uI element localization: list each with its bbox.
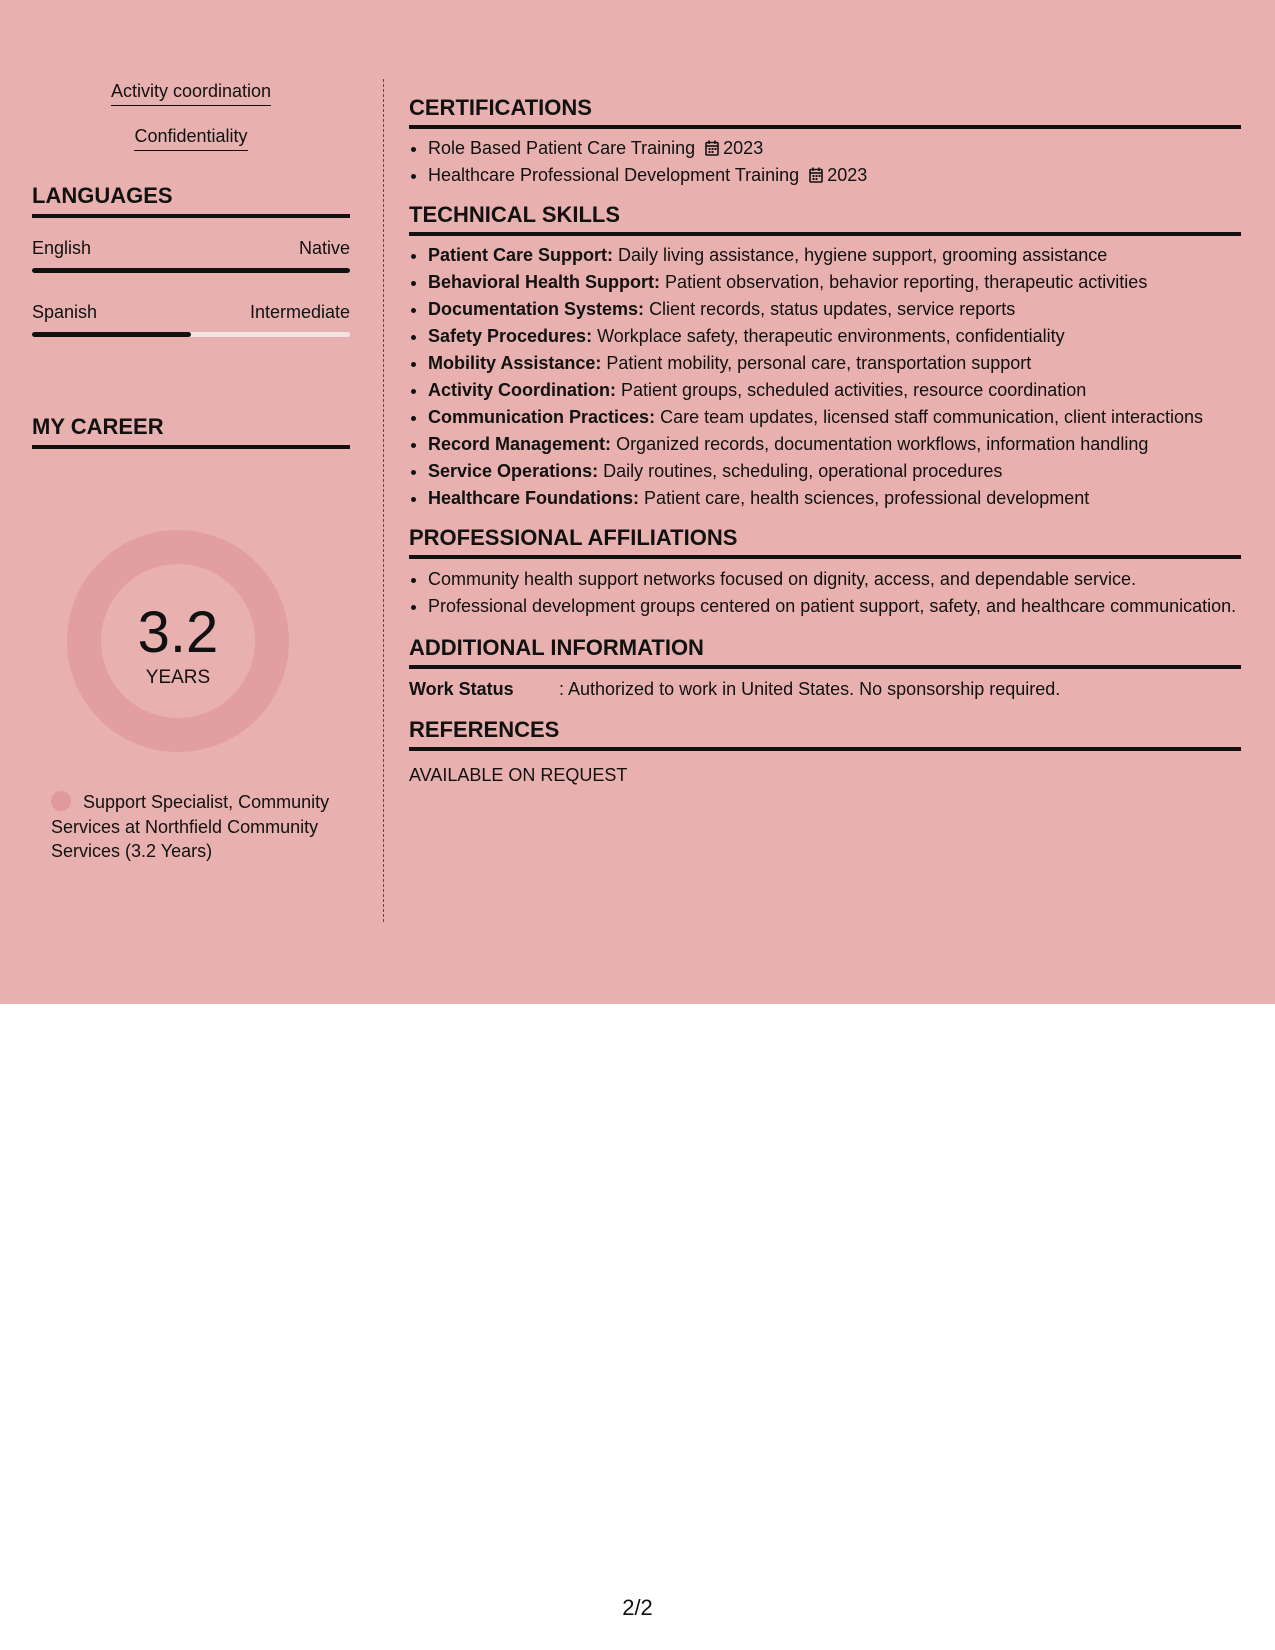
skill-label: Healthcare Foundations: [428, 488, 640, 508]
affiliation-item: • Professional development groups centered on patient support, safety, and healthcare communication. [428, 594, 1241, 618]
career-donut-chart [67, 530, 289, 752]
career-total-value: 3.2 [137, 600, 219, 665]
skill-label: Documentation Systems: [428, 299, 645, 319]
languages-heading: LANGUAGES [32, 182, 350, 218]
skill-item [428, 323, 1241, 350]
skill-item [428, 350, 1241, 377]
language-bar-fill [32, 332, 191, 337]
certifications-heading: CERTIFICATIONS [409, 94, 1241, 129]
skill-item [428, 431, 1241, 458]
career-total-unit: YEARS [145, 667, 211, 688]
right-column [409, 94, 1241, 787]
skill-label: Behavioral Health Support: [428, 272, 661, 292]
technical-skills-section [409, 201, 1241, 512]
skill-tag: Confidentiality [134, 125, 247, 151]
skill-text: Workplace safety, therapeutic environments, confidentiality [597, 326, 1065, 346]
skill-text: Patient observation, behavior reporting, therapeutic activities [665, 272, 1148, 292]
language-item [32, 237, 350, 273]
certification-year: 2023 [723, 138, 764, 158]
skill-text: Patient mobility, personal care, transportation support [606, 353, 1032, 373]
certifications-section [409, 94, 1241, 189]
language-bar [32, 268, 350, 273]
skill-label: Communication Practices: [428, 407, 656, 427]
career-heading: MY CAREER [32, 413, 350, 449]
skill-label: Mobility Assistance: [428, 353, 602, 373]
left-column [32, 80, 350, 861]
affiliation-item: • Community health support networks focused on dignity, access, and dependable service. [428, 567, 1241, 591]
language-name: Spanish [32, 302, 98, 322]
skill-label: Record Management: [428, 434, 612, 454]
career-entry-text: Support Specialist, Community Services at Northfield Community Services (3.2 Years) [51, 792, 330, 861]
language-name: English [32, 238, 92, 258]
technical-skills-heading: TECHNICAL SKILLS [409, 201, 1241, 236]
skill-text: Patient care, health sciences, professional development [644, 488, 1090, 508]
work-status-value: : Authorized to work in United States. No sponsorship required. [559, 679, 1061, 699]
language-level: Native [298, 238, 350, 258]
certification-year: 2023 [827, 165, 868, 185]
language-bar [32, 332, 350, 337]
skill-text: Care team updates, licensed staff communication, client interactions [660, 407, 1204, 427]
technical-skills-list [409, 242, 1241, 512]
skill-tags [32, 80, 350, 170]
page-number: 2/2 [622, 1595, 653, 1620]
certifications-list [409, 135, 1241, 189]
skill-item [428, 485, 1241, 512]
certification-name: Role Based Patient Care Training [428, 138, 696, 158]
affiliations-section [409, 524, 1241, 618]
certification-name: Healthcare Professional Development Training [428, 165, 800, 185]
skill-text: Patient groups, scheduled activities, resource coordination [621, 380, 1087, 400]
calendar-icon [809, 167, 823, 183]
language-bar-fill [32, 268, 350, 273]
additional-info-section [409, 634, 1241, 701]
language-level: Intermediate [249, 302, 350, 322]
skill-label: Patient Care Support: [428, 245, 614, 265]
skill-item [428, 458, 1241, 485]
work-status-row [409, 677, 1241, 701]
affiliations-list [409, 567, 1241, 618]
skill-text: Daily routines, scheduling, operational procedures [603, 461, 1003, 481]
skill-label: Safety Procedures: [428, 326, 593, 346]
references-section [409, 716, 1241, 787]
skill-text: Client records, status updates, service reports [649, 299, 1016, 319]
skill-item [428, 269, 1241, 296]
column-divider [383, 79, 384, 922]
references-text: AVAILABLE ON REQUEST [409, 765, 628, 785]
skill-tag: Activity coordination [111, 80, 271, 106]
skill-label: Activity Coordination: [428, 380, 616, 400]
skill-text: Daily living assistance, hygiene support, grooming assistance [618, 245, 1108, 265]
skill-item [428, 377, 1241, 404]
career-entry [51, 790, 341, 864]
additional-info-heading: ADDITIONAL INFORMATION [409, 634, 1241, 669]
references-heading: REFERENCES [409, 716, 1241, 751]
skill-item [428, 242, 1241, 269]
skill-item [428, 404, 1241, 431]
skill-text: Organized records, documentation workflows, information handling [616, 434, 1149, 454]
career-legend-dot [51, 791, 71, 811]
work-status-label: Work Status [409, 679, 514, 699]
calendar-icon [705, 140, 719, 156]
certification-item [428, 162, 1241, 189]
skill-item [428, 296, 1241, 323]
certification-item [428, 135, 1241, 162]
affiliations-heading: PROFESSIONAL AFFILIATIONS [409, 524, 1241, 559]
skill-label: Service Operations: [428, 461, 599, 481]
language-item [32, 301, 350, 337]
